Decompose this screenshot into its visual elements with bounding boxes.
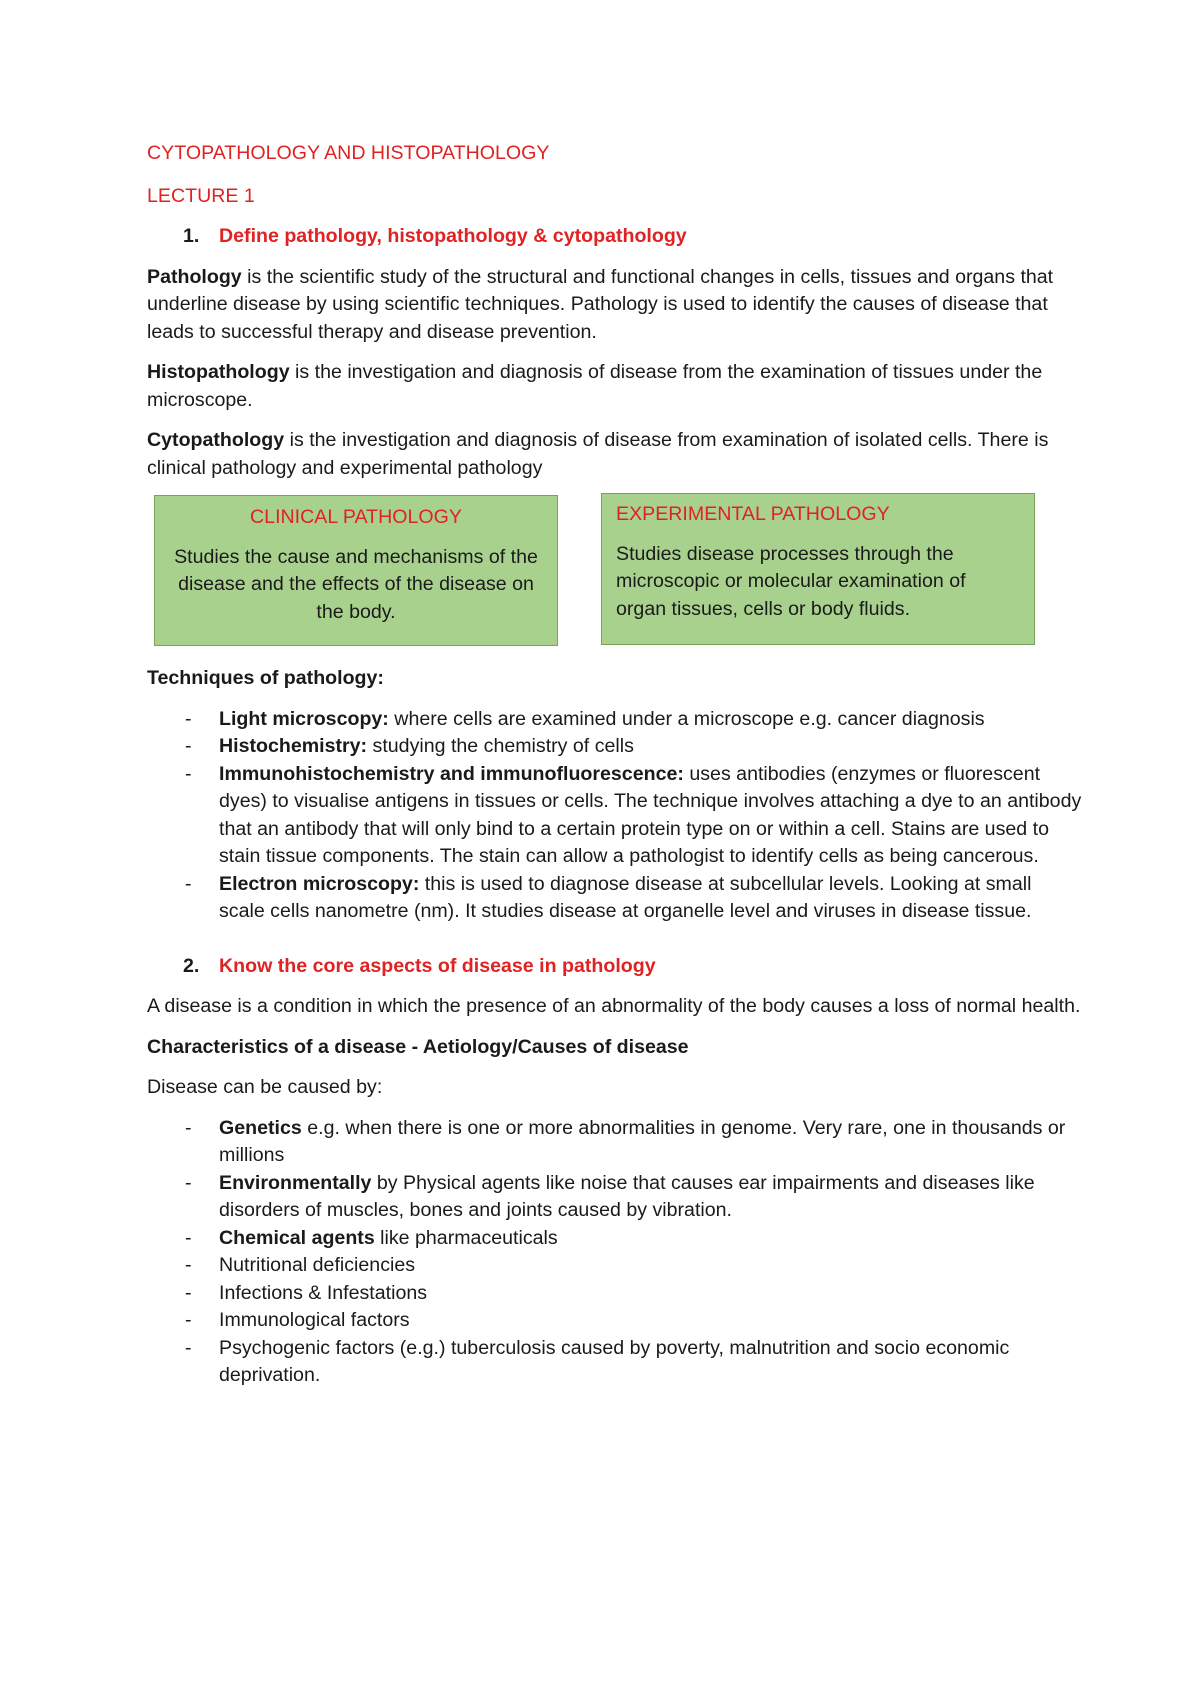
list-item <box>147 1170 1082 1225</box>
experimental-pathology-title: EXPERIMENTAL PATHOLOGY <box>616 503 890 525</box>
definition-term: Cytopathology <box>147 429 285 451</box>
cause-text: Infections & Infestations <box>219 1281 428 1304</box>
cause-term: Environmentally <box>219 1171 372 1194</box>
definition-text: is the investigation and diagnosis of disease from examination of isolated cells. There is clinical pathology and experimental pathology <box>147 429 1049 479</box>
document-title: CYTOPATHOLOGY AND HISTOPATHOLOGY <box>147 142 550 164</box>
lecture-label: LECTURE 1 <box>147 184 255 207</box>
cause-text: Nutritional deficiencies <box>219 1254 416 1276</box>
section-2-title: Know the core aspects of disease in pathology <box>219 954 656 977</box>
list-item <box>147 733 1082 761</box>
cause-text: like pharmaceuticals <box>374 1226 558 1249</box>
dash-bullet: - <box>185 1309 192 1331</box>
cause-term: Chemical agents <box>219 1226 375 1249</box>
definition-cytopathology <box>147 427 1082 482</box>
characteristics-heading: Characteristics of a disease - Aetiology/Causes of disease <box>147 1035 689 1058</box>
techniques-list <box>147 706 1082 926</box>
list-item <box>147 1252 1082 1280</box>
caused-by-intro: Disease can be caused by: <box>147 1076 383 1098</box>
causes-list <box>147 1115 1082 1390</box>
list-item <box>147 761 1082 871</box>
section-1-number: 1. <box>183 225 200 247</box>
cause-term: Genetics <box>219 1116 302 1139</box>
section-2-number: 2. <box>183 954 200 977</box>
disease-definition: A disease is a condition in which the presence of an abnormality of the body causes a loss of normal health. <box>147 995 1081 1017</box>
list-item <box>147 1225 1082 1253</box>
list-item <box>147 1115 1082 1170</box>
dash-bullet: - <box>185 1281 192 1304</box>
experimental-pathology-body: Studies disease processes through the microscopic or molecular examination of organ tissues, cells or body fluids. <box>616 542 966 620</box>
list-item <box>147 1307 1082 1335</box>
definition-term: Pathology <box>147 265 242 288</box>
dash-bullet: - <box>185 1116 192 1139</box>
dash-bullet: - <box>185 1336 192 1359</box>
list-item <box>147 1335 1082 1390</box>
clinical-pathology-title: CLINICAL PATHOLOGY <box>250 506 462 528</box>
dash-bullet: - <box>185 1226 192 1249</box>
spacer <box>147 939 1082 953</box>
cause-text: by Physical agents like noise that causes ear impairments and diseases like disorders of muscles, bones and joints caused by vibration. <box>219 1171 1035 1221</box>
section-1-heading <box>147 223 1082 251</box>
technique-term: Electron microscopy: <box>219 872 420 895</box>
technique-term: Histochemistry: <box>219 735 368 757</box>
dash-bullet: - <box>185 1171 192 1194</box>
technique-text: studying the chemistry of cells <box>367 735 634 757</box>
list-item <box>147 871 1082 926</box>
technique-text: uses antibodies (enzymes or fluorescent dyes) to visualise antigens in tissues or cells. The technique involves attaching a dye to an antibody that an antibody that will only bind to a certain protein type on or within a cell. Stains are used to stain tissue components. The stain can allow a pathologist to identify cells as being cancerous. <box>219 762 1082 867</box>
definition-text: is the scientific study of the structural and functional changes in cells, tissues and organs that underline disease by using scientific techniques. Pathology is used to identify the causes of disease that leads to successful therapy and disease prevention. <box>147 265 1054 343</box>
list-item <box>147 1280 1082 1308</box>
cause-text: Psychogenic factors (e.g.) tuberculosis caused by poverty, malnutrition and socio economic deprivation. <box>219 1336 1010 1386</box>
pathology-types-boxes <box>147 495 1082 655</box>
section-1-title: Define pathology, histopathology & cytopathology <box>219 225 687 247</box>
dash-bullet: - <box>185 872 192 895</box>
techniques-heading: Techniques of pathology: <box>147 667 384 689</box>
definition-pathology <box>147 264 1082 347</box>
cause-text: Immunological factors <box>219 1309 410 1331</box>
clinical-pathology-body: Studies the cause and mechanisms of the disease and the effects of the disease on the body. <box>174 545 538 623</box>
definition-text: is the investigation and diagnosis of disease from the examination of tissues under the microscope. <box>147 361 1043 411</box>
definition-histopathology <box>147 359 1082 414</box>
cause-text: e.g. when there is one or more abnormalities in genome. Very rare, one in thousands or millions <box>219 1116 1066 1166</box>
technique-text: where cells are examined under a microscope e.g. cancer diagnosis <box>388 707 985 730</box>
technique-term: Light microscopy: <box>219 707 389 730</box>
list-item <box>147 706 1082 734</box>
technique-text: this is used to diagnose disease at subcellular levels. Looking at small scale cells nanometre (nm). It studies disease at organelle level and viruses in disease tissue. <box>219 872 1032 922</box>
dash-bullet: - <box>185 735 192 757</box>
dash-bullet: - <box>185 707 192 730</box>
dash-bullet: - <box>185 1254 192 1276</box>
document-page <box>147 140 1082 1403</box>
experimental-pathology-box <box>601 493 1035 645</box>
dash-bullet: - <box>185 762 192 785</box>
definition-term: Histopathology <box>147 361 290 383</box>
section-2-heading <box>147 953 1082 981</box>
clinical-pathology-box <box>154 495 558 646</box>
technique-term: Immunohistochemistry and immunofluorescence: <box>219 762 684 785</box>
